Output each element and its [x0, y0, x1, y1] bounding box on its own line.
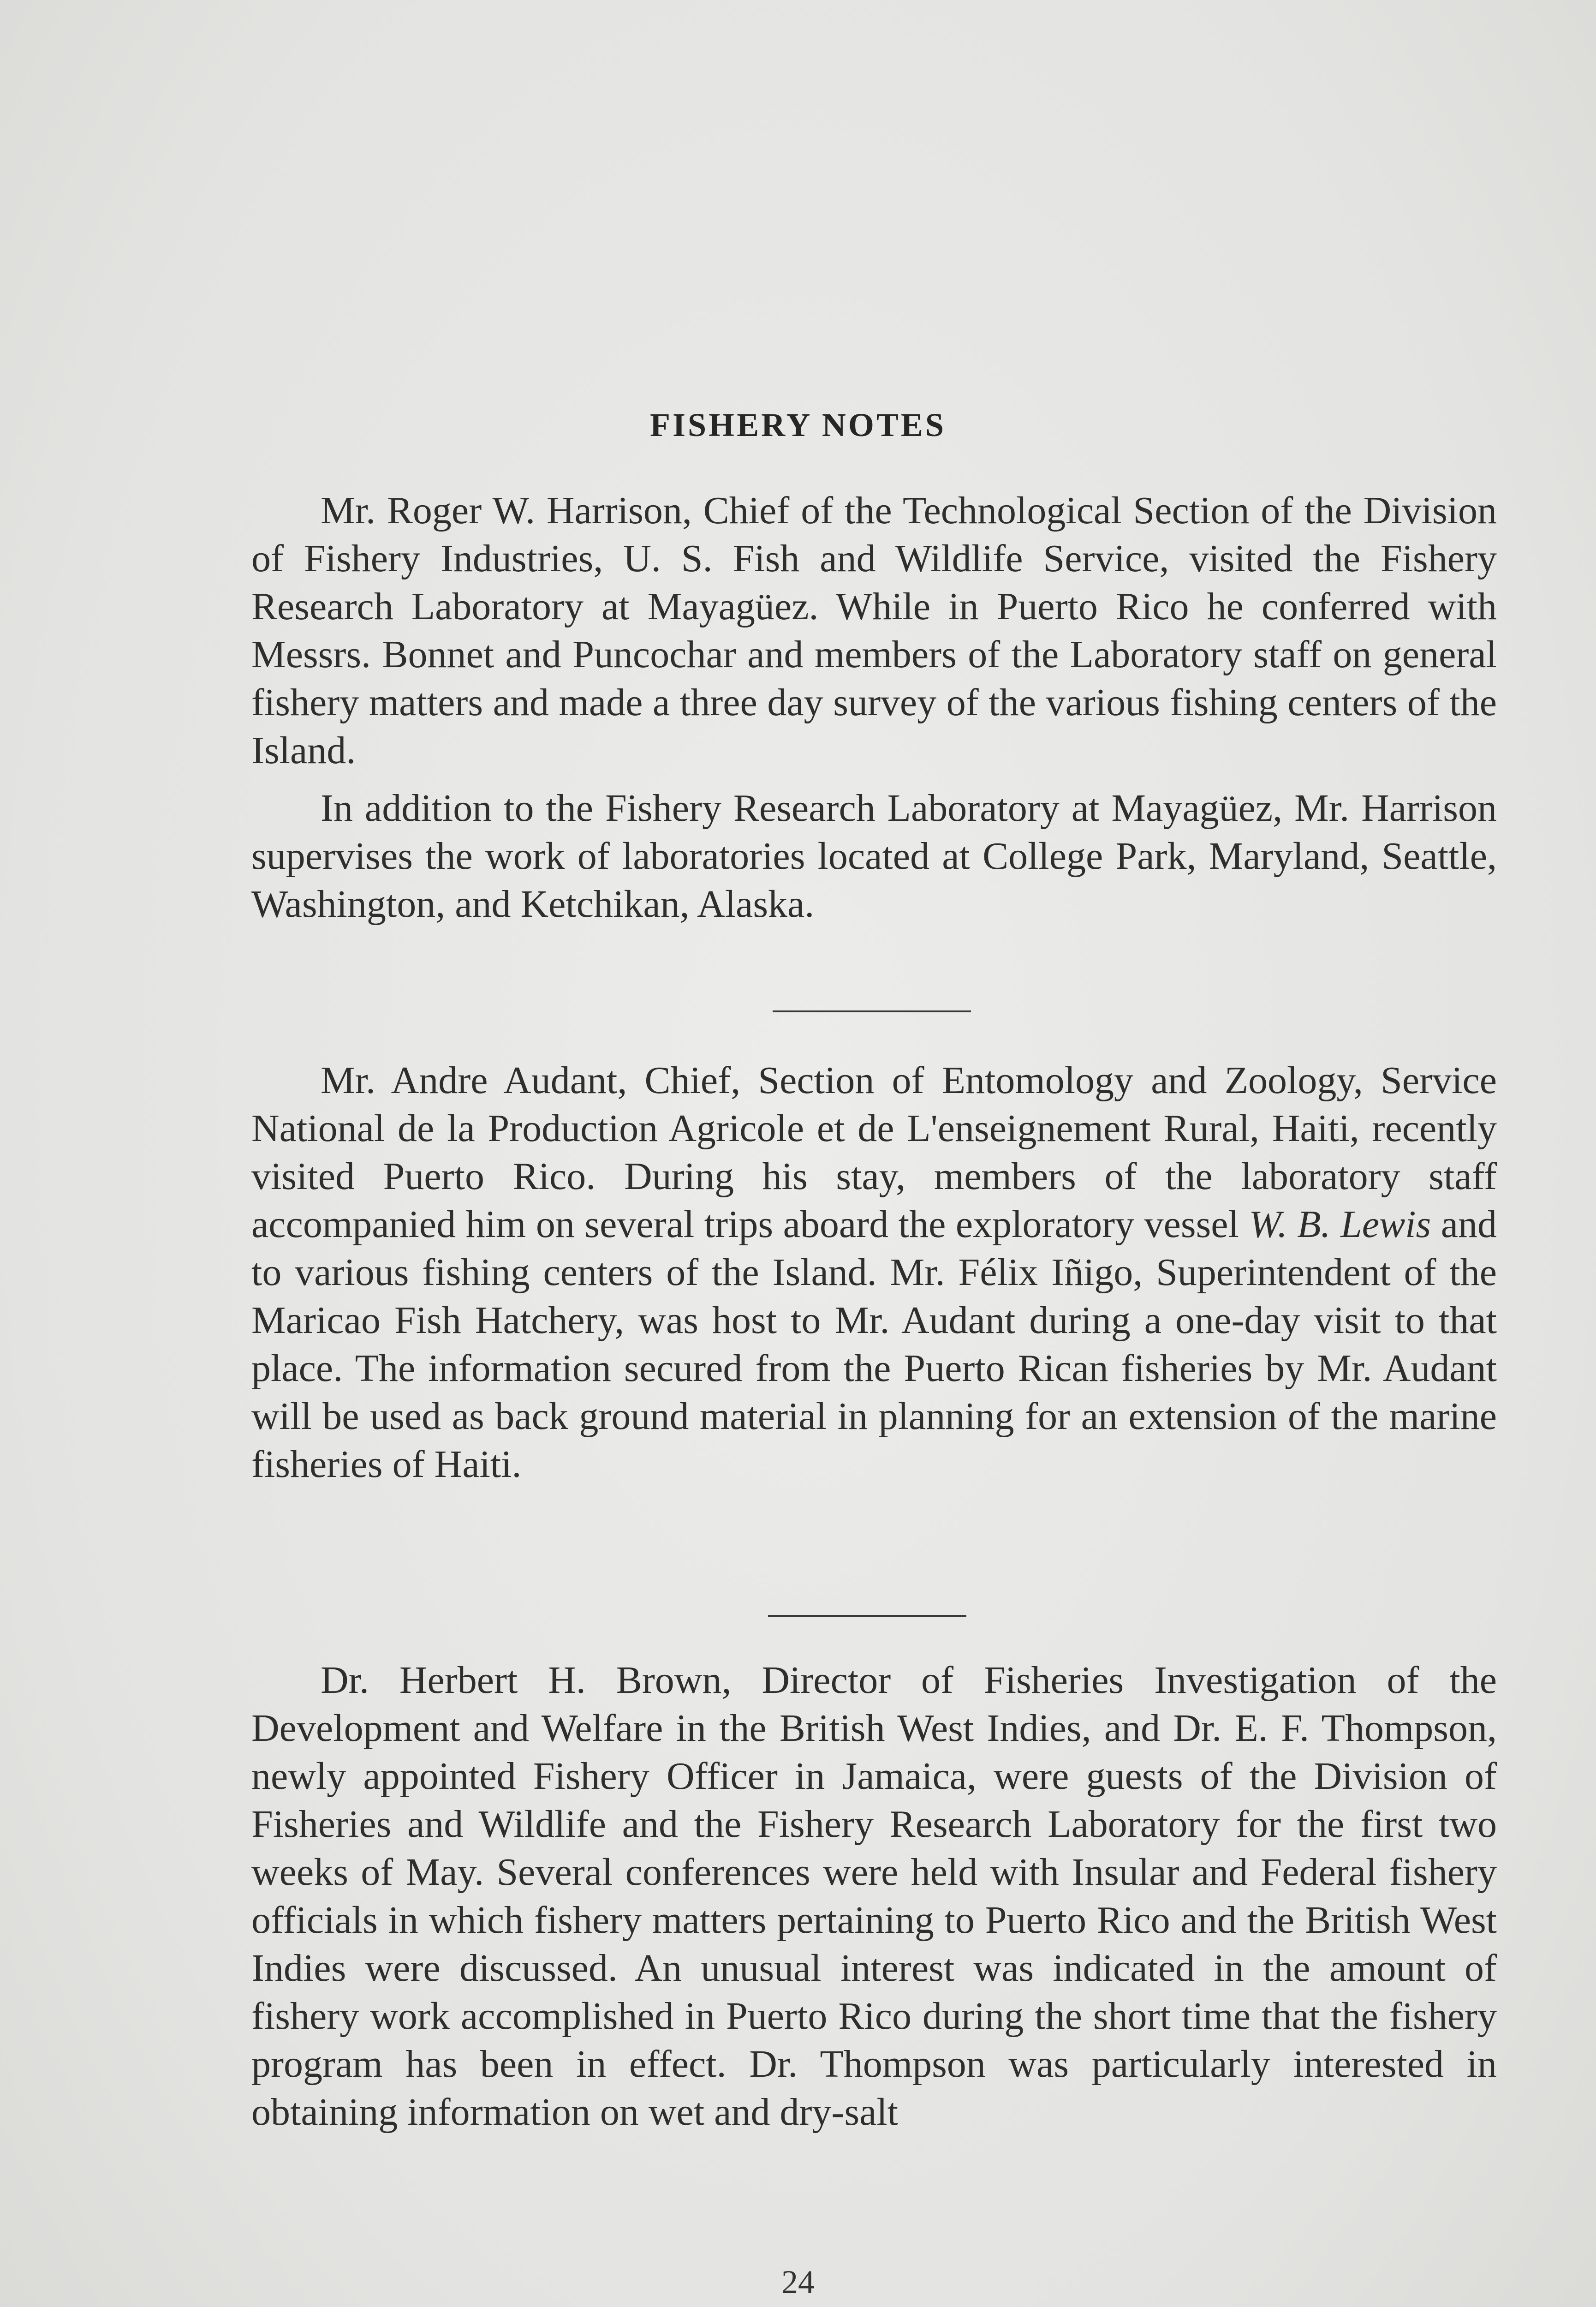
paragraph-brown-thompson-visit — [251, 1656, 1497, 2136]
paragraph-text: Dr. Herbert H. Brown, Director of Fisheries Investigation of the Development and Welfare in the British West Indies, and Dr. E. F. Thompson, newly appointed Fishery Officer in Jamaica, were guests of the Division of Fisheries and Wildlife and the Fishery Research Laboratory for the first two weeks of May. Several conferences were held with Insular and Federal fishery officials in which fishery matters pertaining to Puerto Rico and the British West Indies were discussed. An unusual interest was indicated in the amount of fishery work accomplished in Puerto Rico during the short time that the fishery program has been in effect. Dr. Thompson was particularly interested in obtaining information on wet and dry-salt — [251, 1659, 1497, 2134]
paragraph-text — [251, 1057, 1497, 1488]
section-divider — [773, 1010, 971, 1012]
text-before-vessel: Mr. Andre Audant, Chief, Section of Entomology and Zoology, Service National de la Production Agricole et de L'enseignement Rural, Haiti, recently visited Puerto Rico. During his stay, members of the laboratory staff accompanied him on several trips aboard the exploratory vessel — [251, 1059, 1497, 1246]
section-divider — [768, 1615, 966, 1617]
paragraph-harrison-laboratories — [251, 784, 1497, 928]
paragraph-text: In addition to the Fishery Research Laboratory at Mayagüez, Mr. Harrison supervises the work of laboratories located at College Park, Maryland, Seattle, Washington, and Ketchikan, Alaska. — [251, 787, 1497, 926]
page-title: FISHERY NOTES — [650, 406, 946, 443]
page-number: 24 — [781, 2264, 815, 2301]
paragraph-audant-visit — [251, 1057, 1497, 1488]
paragraph-harrison-visit — [251, 487, 1497, 775]
vessel-name: W. B. Lewis — [1249, 1203, 1431, 1246]
text-after-vessel: and to various fishing centers of the Island. Mr. Félix Iñigo, Superintendent of the Maricao Fish Hatchery, was host to Mr. Audant during a one-day visit to that place. The information secured from the Puerto Rican fisheries by Mr. Audant will be used as back ground material in planning for an extension of the marine fisheries of Haiti. — [251, 1203, 1497, 1486]
paragraph-text: Mr. Roger W. Harrison, Chief of the Technological Section of the Division of Fishery Industries, U. S. Fish and Wildlife Service, visited the Fishery Research Laboratory at Mayagüez. While in Puerto Rico he conferred with Messrs. Bonnet and Puncochar and members of the Laboratory staff on general fishery matters and made a three day survey of the various fishing centers of the Island. — [251, 489, 1497, 772]
